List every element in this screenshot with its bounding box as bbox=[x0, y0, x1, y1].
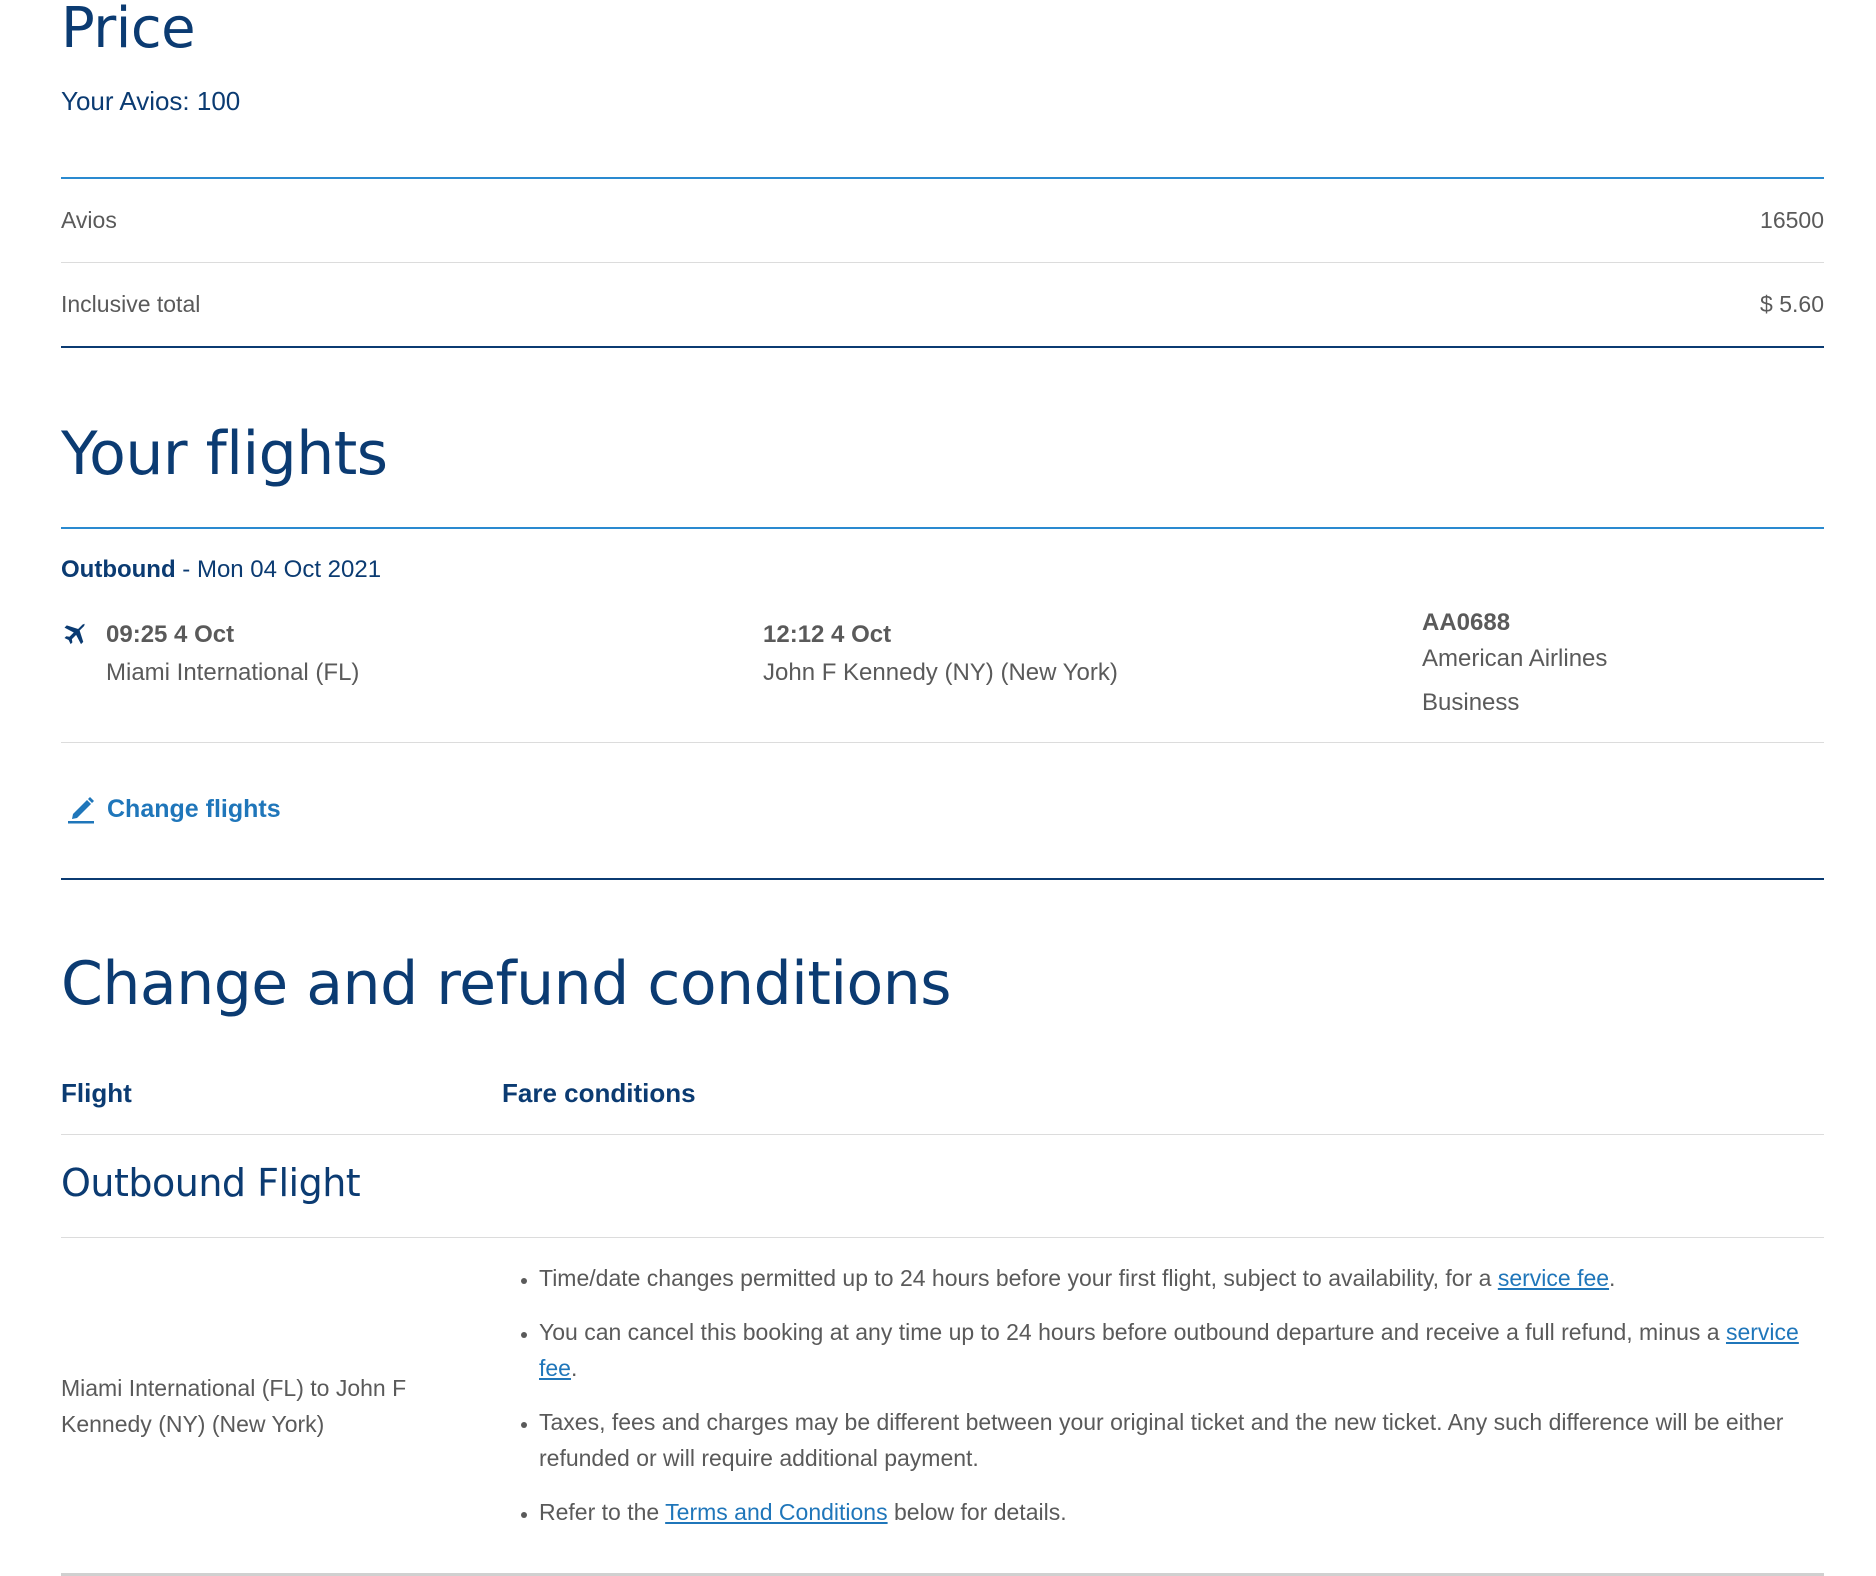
flights-bottom-divider bbox=[61, 878, 1824, 880]
condition-text-after: . bbox=[1609, 1265, 1616, 1291]
outbound-date: - Mon 04 Oct 2021 bbox=[175, 556, 382, 583]
flight-number: AA0688 bbox=[1422, 609, 1511, 636]
departure-airport: Miami International (FL) bbox=[106, 659, 360, 686]
condition-text: Taxes, fees and charges may be different between your original ticket and the new ticket. Any such difference will be either refunded or will require additional payment. bbox=[539, 1409, 1784, 1471]
outbound-flight-title: Outbound Flight bbox=[61, 1161, 361, 1205]
arrival-column bbox=[763, 621, 1118, 687]
service-fee-link[interactable]: service fee bbox=[539, 1319, 1799, 1381]
outbound-label: Outbound bbox=[61, 556, 176, 583]
column-header-fare-conditions: Fare conditions bbox=[502, 1078, 696, 1108]
price-row-label: Inclusive total bbox=[61, 291, 201, 317]
list-item bbox=[539, 1314, 1824, 1386]
column-header-flight: Flight bbox=[61, 1078, 132, 1108]
pencil-icon bbox=[67, 794, 95, 824]
fare-conditions-list bbox=[502, 1260, 1824, 1548]
departure-time: 09:25 4 Oct bbox=[106, 621, 235, 648]
price-row-value: 16500 bbox=[1760, 207, 1824, 233]
airline-name: American Airlines bbox=[1422, 645, 1608, 672]
flight-info-column bbox=[1422, 608, 1607, 718]
arrival-time: 12:12 4 Oct bbox=[763, 621, 892, 648]
price-row-avios bbox=[61, 179, 1824, 262]
list-item bbox=[539, 1260, 1824, 1296]
condition-text: Refer to the bbox=[539, 1499, 666, 1525]
condition-text-after: below for details. bbox=[887, 1499, 1067, 1525]
conditions-title: Change and refund conditions bbox=[61, 949, 952, 1019]
flights-title: Your flights bbox=[61, 419, 388, 489]
price-title: Price bbox=[61, 0, 196, 61]
price-table bbox=[61, 177, 1824, 348]
plane-icon bbox=[59, 619, 89, 649]
service-fee-link[interactable]: service fee bbox=[1497, 1265, 1610, 1291]
cabin-class: Business bbox=[1422, 689, 1520, 716]
outbound-flight-divider bbox=[61, 1237, 1824, 1238]
terms-and-conditions-link[interactable]: Terms and Conditions bbox=[665, 1499, 888, 1525]
conditions-table-header bbox=[61, 1078, 1824, 1135]
list-item bbox=[539, 1494, 1824, 1530]
change-flights-label: Change flights bbox=[107, 794, 281, 823]
departure-column bbox=[106, 621, 359, 687]
condition-text-after: . bbox=[570, 1355, 578, 1381]
avios-balance: Your Avios: 100 bbox=[61, 86, 241, 116]
route-description: Miami International (FL) to John F Kennedy (NY) (New York) bbox=[61, 1375, 407, 1437]
price-row-label: Avios bbox=[61, 207, 117, 233]
change-flights-button[interactable] bbox=[67, 794, 281, 824]
price-row-total bbox=[61, 262, 1824, 346]
condition-text: You can cancel this booking at any time up to 24 hours before outbound departure and receive a full refund, minus a bbox=[539, 1319, 1726, 1345]
segment-divider bbox=[61, 742, 1824, 743]
condition-text: Time/date changes permitted up to 24 hours before your first flight, subject to availability, for a bbox=[539, 1265, 1498, 1291]
price-row-value: $ 5.60 bbox=[1760, 291, 1824, 317]
arrival-airport: John F Kennedy (NY) (New York) bbox=[763, 659, 1118, 686]
outbound-heading bbox=[61, 556, 381, 584]
flights-box bbox=[61, 527, 1824, 823]
list-item bbox=[539, 1404, 1824, 1476]
